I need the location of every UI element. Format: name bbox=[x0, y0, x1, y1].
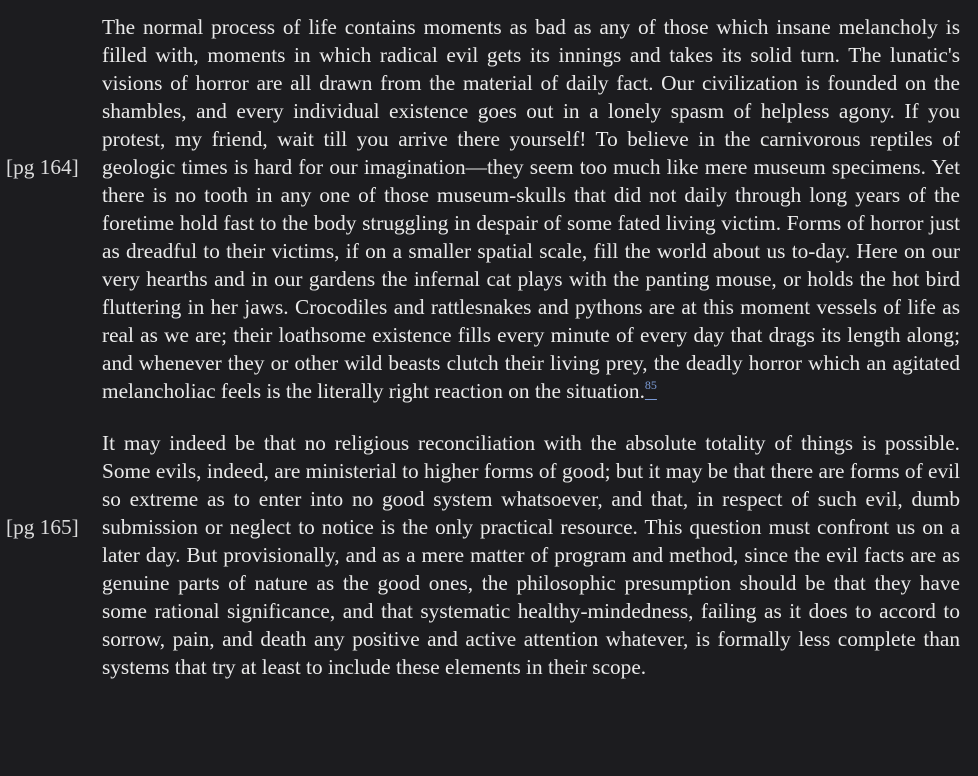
paragraph-1-text: The normal process of life contains moments as bad as any of those which insane melancholy is filled with, moments in which radical evil gets its innings and takes its solid turn. The lunatic's visions of horror are all drawn from the material of daily fact. Our civilization is founded on the shambles, and every individual existence goes out in a lonely spasm of helpless agony. If you protest, my friend, wait till you arrive there yourself! To believe in the carnivorous reptiles of geologic times is hard for our imagination—they seem too much like mere museum specimens. Yet there is no tooth in any one of those museum-skulls that did not daily through long years of the foretime hold fast to the body struggling in despair of some fated living victim. Forms of horror just as dreadful to their victims, if on a smaller spatial scale, fill the world about us to-day. Here on our very hearths and in our gardens the infernal cat plays with the panting mouse, or holds the hot bird fluttering in her jaws. Crocodiles and rattlesnakes and pythons are at this moment vessels of life as real as we are; their loathsome existence fills every minute of every day that drags its length along; and whenever they or other wild beasts clutch their living prey, the deadly horror which an agitated melancholiac feels is the literally right reaction on the situation. bbox=[102, 15, 960, 403]
page-number-164: [pg 164] bbox=[6, 155, 79, 179]
paragraph-2 bbox=[102, 429, 960, 681]
paragraph-2-text: It may indeed be that no religious reconciliation with the absolute totality of things is possible. Some evils, indeed, are ministerial to higher forms of good; but it may be that there are forms of evil so extreme as to enter into no good system whatsoever, and that, in respect of such evil, dumb submission or neglect to notice is the only practical resource. This question must confront us on a later day. But provisionally, and as a mere matter of program and method, since the evil facts are as genuine parts of nature as the good ones, the philosophic presumption should be that they have some rational significance, and that systematic healthy-mindedness, failing as it does to accord to sorrow, pain, and death any positive and active attention whatever, is formally less complete than systems that try at least to include these elements in their scope. bbox=[102, 431, 960, 679]
page-number-165: [pg 165] bbox=[6, 515, 79, 539]
paragraph-1 bbox=[102, 13, 960, 405]
footnote-link-85[interactable]: 85 bbox=[644, 378, 657, 392]
text-column bbox=[102, 13, 960, 681]
